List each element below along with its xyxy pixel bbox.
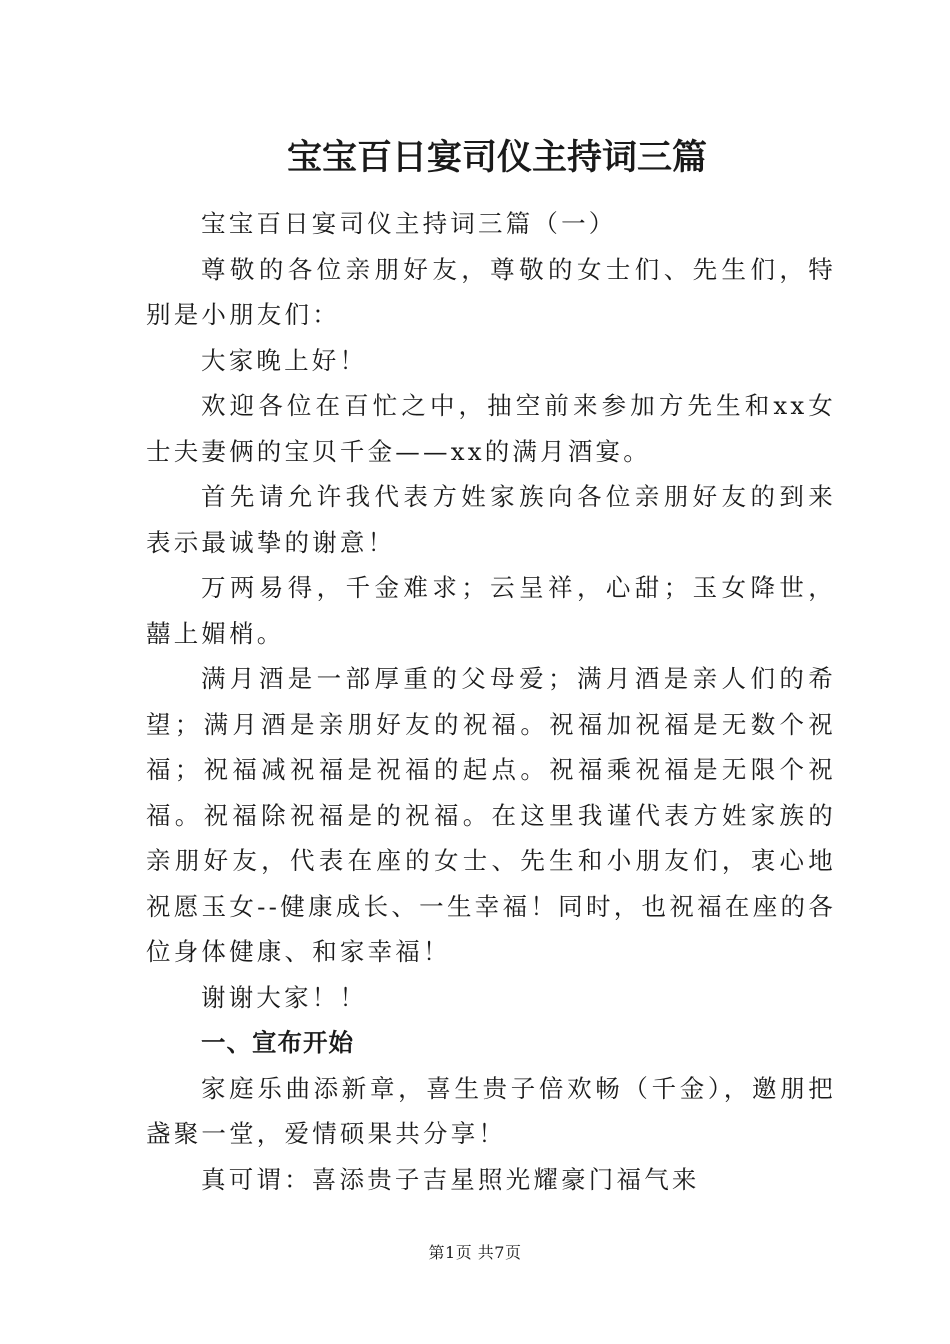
paragraph-thank-you: 谢谢大家！！ bbox=[201, 982, 368, 1012]
paragraph-welcome: 欢迎各位在百忙之中，抽空前来参加方先生和xx女士夫妻俩的宝贝千金——xx的满月酒宴。 bbox=[146, 391, 836, 466]
paragraph-subtitle: 宝宝百日宴司仪主持词三篇（一） bbox=[201, 209, 617, 238]
paragraph-saying: 真可谓：喜添贵子吉星照光耀豪门福气来 bbox=[201, 1164, 700, 1194]
paragraph-good-evening: 大家晚上好！ bbox=[201, 345, 368, 375]
document-body bbox=[146, 201, 836, 1202]
paragraph-full-moon-wishes: 满月酒是一部厚重的父母爱；满月酒是亲人们的希望；满月酒是亲朋好友的祝福。祝福加祝福是无数个祝福；祝福减祝福是祝福的起点。祝福乘祝福是无限个祝福。祝福除祝福是的祝福。在这里我谨代表方姓家族的亲朋好友，代表在座的女士、先生和小朋友们，衷心地祝愿玉女--健康成长、一生幸福！同时，也祝福在座的各位身体健康、和家幸福！ bbox=[146, 664, 836, 966]
section-heading: 一、宣布开始 bbox=[201, 1028, 354, 1057]
paragraph-greeting-audience: 尊敬的各位亲朋好友，尊敬的女士们、先生们，特别是小朋友们： bbox=[146, 254, 836, 329]
page-number-footer: 第1页 共7页 bbox=[428, 1243, 522, 1262]
paragraph-blessing-verse: 万两易得，千金难求；云呈祥，心甜；玉女降世，囍上媚梢。 bbox=[146, 573, 836, 648]
paragraph-thanks-family: 首先请允许我代表方姓家族向各位亲朋好友的到来表示最诚挚的谢意！ bbox=[146, 482, 836, 557]
document-title: 宝宝百日宴司仪主持词三篇 bbox=[286, 137, 707, 178]
paragraph-family-song: 家庭乐曲添新章，喜生贵子倍欢畅（千金），邀朋把盏聚一堂，爱情硕果共分享！ bbox=[146, 1073, 836, 1148]
